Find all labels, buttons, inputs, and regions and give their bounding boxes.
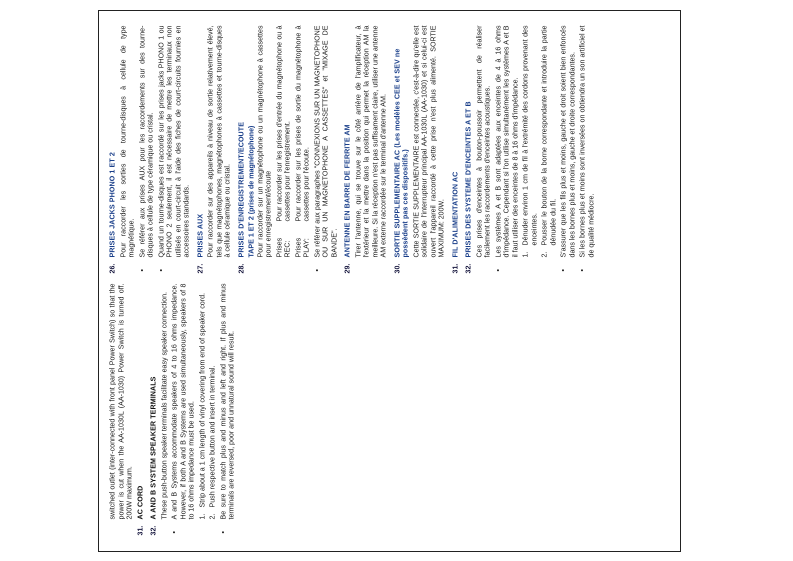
step-item [198, 283, 207, 519]
french-column [108, 25, 671, 273]
manual-page [98, 10, 681, 552]
section-title: AC CORD [135, 485, 144, 519]
paragraph: Pour raccorder sur des appareils à niveau de sortie relativement élevé, tels que magnétophones, magnétophones à cassettes et tourne-disques à cellule céramique ou cristal. [206, 25, 231, 257]
section-28-tape [237, 25, 339, 273]
section-title-main: SORTIE SUPPLEMENTAIRE AC [392, 149, 401, 257]
step-item [521, 25, 538, 257]
outlet-intro-text: switched outlet (inter-connected with front panel Power Switch) so that the power is cut when the AA-1030L (AA-1030) Power Switch is turned off. 200W maximum. [108, 283, 133, 519]
step-text: Strip about a 1 cm length of vinyl covering from end of speaker cord. [197, 292, 206, 507]
section-title: A AND B SYSTEM SPEAKER TERMINALS [149, 376, 157, 519]
bullet-icon: • [137, 268, 146, 271]
bullet-text: Quand un tourne-disques est raccordé sur les prises jacks PHONO 1 ou PHONO 2 seulement, il est nécessaire de mettre les terminaux non utilisés en court-circuit à l'aide des fiches de court-circuits fournies en accessoires standards. [156, 25, 190, 257]
section-32-speaker-fr [464, 25, 595, 273]
play-jacks-item [294, 25, 311, 257]
section-number: 28. [236, 263, 245, 273]
bullet-icon: • [559, 268, 567, 271]
step-text: Push respective button and insert in terminal. [208, 365, 216, 507]
step-number: 2. [540, 251, 548, 257]
section-title: ANTENNE EN BARRE DE FERRITE AM [343, 123, 351, 257]
section-31-ac-cord-fr [451, 25, 460, 273]
bullet-item [313, 25, 339, 273]
english-column [108, 283, 671, 535]
bullet-item [219, 283, 236, 535]
bullet-item [170, 283, 196, 535]
section-subtitle: TAPE 1 ET 2 (prises de magnétophone) [247, 125, 255, 257]
section-title [393, 25, 410, 257]
paragraph: These push-button speaker terminals facilitate easy speaker connection. [159, 291, 168, 519]
bullet-item [157, 25, 191, 273]
section-26-phono [108, 25, 191, 273]
bullet-text: Si les bornes plus et moins sont inversées on obtiendra un son artificiel et de qualité médiocre. [578, 25, 595, 257]
step-text: Pousser le bouton de la borne correspondante et introduire la partie dénudée du fil. [540, 25, 557, 245]
rec-text: Pour raccorder sur les prises d'entrée du magnétophone ou à cassettes pour l'enregistrement. [274, 25, 291, 221]
bullet-icon: • [312, 268, 321, 271]
step-item [208, 283, 217, 519]
section-title: PRISES AUX [195, 213, 204, 257]
paragraph: Pour raccorder sur un magnétophone ou un magnétophone à cassettes pour enregistrement/écoute [255, 25, 272, 257]
section-27-aux [196, 25, 232, 273]
bullet-item [578, 25, 595, 273]
section-number: 30. [392, 263, 401, 273]
bullet-item [138, 25, 155, 273]
section-29-am-antenna [343, 25, 388, 273]
play-text: Pour raccorder sur les prises de sortie du magnétophone à cassettes pour l'écoute. [293, 25, 310, 221]
paragraph: Ces prises d'enceintes à bouton-poussoir permettent de réaliser facilement les raccordements d'enceintes acoustiques. [474, 25, 491, 257]
paragraph: Pour raccorder les sorties de tourne-disques à cellule de type magnétique. [118, 25, 135, 257]
section-number: 27. [195, 263, 204, 273]
step-number: 2. [208, 513, 216, 519]
paragraph: Cette SORTIE SUPPLEMENTAIRE est connectée, c'est-à-dire qu'elle est solidaire de l'interrupteur principal AA-1030L (AA-1030) et si celui-ci est ouvert l'appareil raccordé à cette prise n'est plus alimenté. SORTIE MAXIMUM: 200W. [411, 25, 445, 257]
section-32-speaker-terminals [149, 283, 236, 535]
section-title: PRISES DES SYSTEME D'ENCEINTES A ET B [464, 100, 472, 257]
bullet-icon: • [493, 268, 502, 271]
section-number: 31. [135, 525, 144, 535]
bullet-text: Be sure to match plus and minus and left and right. If plus and minus terminals are reversed, poor and unnatural sound will result. [218, 283, 235, 519]
section-title: PRISES D'ENREGISTREMENT/ECOUTE [236, 121, 245, 257]
rotated-content [102, 19, 677, 543]
step-number: 1. [197, 513, 206, 519]
section-number: 29. [343, 263, 351, 273]
play-label: Prises PLAY: [293, 237, 310, 257]
bullet-icon: • [170, 530, 178, 533]
paragraph: Tirer l'antenne, qui se trouve sur le côté arrière de l'amplificateur, à l'extérieur et la mettre dans la position qui permet la réception AM la meilleure. Si la réception n'est pas suffisament claire, utiliser une antenne AM externe raccordée sur le terminal d'antenne AM. [353, 25, 387, 257]
section-30-ac-outlet [393, 25, 446, 273]
section-title: PRISES JACKS PHONO 1 ET 2 [108, 151, 116, 257]
section-number: 31. [450, 263, 459, 273]
section-number: 32. [464, 263, 472, 273]
bullet-text: Se référer aux prises AUX pour les raccordements sur des tourne-disques à cellule de type céramique ou cristal. [137, 25, 154, 257]
bullet-text: Les systèmes A et B sont adaptées aux enceintes de 4 à 16 ohms d'impédance. Cependant si l'on utilise simultanément les systèmes A et B il faut utiliser des enceintes de 8 à 16 ohms d'impédance. [493, 25, 519, 257]
section-title-note: (Les modèles CEE et SEV ne possèdent pas ces dispositifs.) [392, 48, 409, 257]
bullet-icon: • [156, 268, 165, 271]
bullet-text: A and B Systems accommodate speakers of 4 to 16 ohms impedance. However, if both A and B Systems are used simultaneously, speakers of 8 to 16 ohms impedance must be used. [170, 283, 195, 519]
bullet-item [559, 25, 576, 273]
bullet-icon: • [578, 268, 586, 271]
section-number: 26. [108, 263, 116, 273]
step-item [540, 25, 557, 257]
rec-jacks-item [275, 25, 292, 257]
section-31-ac-cord [136, 283, 145, 535]
rec-label: Prises REC: [274, 237, 291, 257]
bullet-icon: • [218, 530, 227, 533]
bullet-text: S'assurer que les fils plus et moins, gauche et droit soient bien enfoncés dans les bornes plus et moins, gauche et droite correspondantes. [559, 25, 576, 257]
step-text: Dénuder environ 1 cm de fil à l'extrémité des cordons provenant des enceintes. [521, 25, 538, 245]
bullet-item [494, 25, 520, 273]
step-number: 1. [521, 251, 529, 257]
section-title: FIL D'ALIMENTATION AC [450, 171, 459, 257]
section-number: 32. [149, 525, 157, 535]
bullet-text: Se référer aux paragraphes "CONNEXIONS SUR UN MAGNETOPHONE OU SUR UN MAGNETOPHONE A CASSETTES" et "MIXAGE DE BANDE". [312, 25, 338, 257]
